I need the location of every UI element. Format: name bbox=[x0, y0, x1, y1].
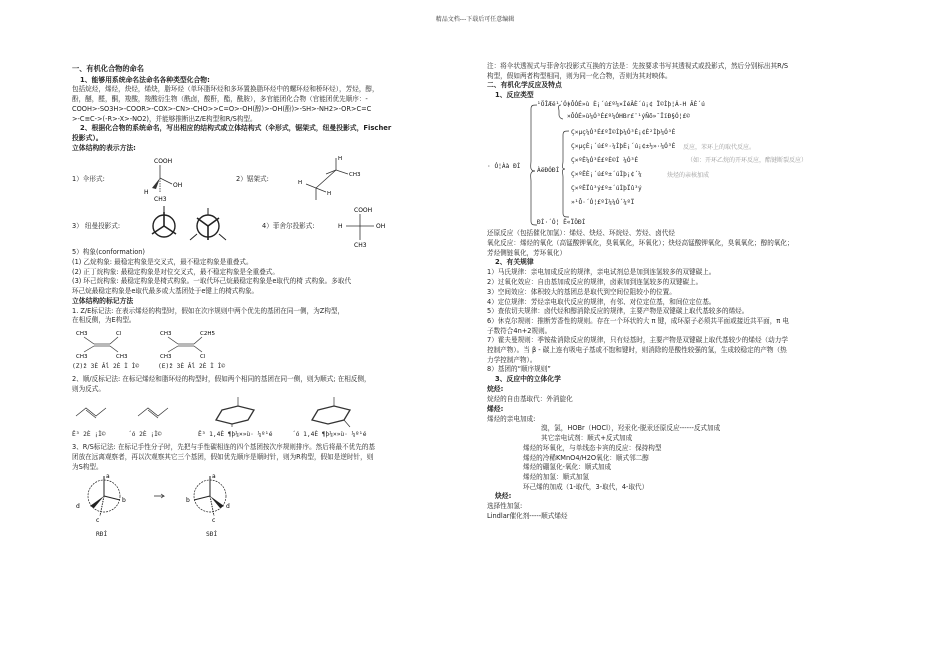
section-1-title: 一、有机化合物的命名 bbox=[72, 64, 144, 73]
tree-mid-item: Ç×ºËÈ¡´ú£º±´úÌþ¡¢´¼ bbox=[571, 171, 642, 179]
tree-top-item: ×ÔÓÉ»ù¼Ó³É£º¼ÓHBr£¨¹ýÑõ»¯ÎïÐ§Ó¦£© bbox=[567, 113, 690, 121]
newman-projection-diagram bbox=[142, 204, 262, 248]
ze-text: 在相反侧，为E构型。 bbox=[72, 316, 136, 325]
alkene-item: 烯烃的硼氢化-氧化：顺式加成 bbox=[523, 463, 612, 472]
rule-item: 力学控制产物）。 bbox=[487, 355, 537, 364]
oxidation-text: 氧化反应：烯烃的氧化（高锰酸钾氧化，臭氧氧化，环氧化）；炔烃高锰酸钾氧化，臭氧氧化；醇的氧化； bbox=[487, 239, 794, 248]
svg-text:a: a bbox=[106, 473, 110, 481]
ch3-text: CH3 bbox=[154, 196, 167, 204]
e-caption: (E)ž 3È Âĺ 2È Ì Ì© bbox=[158, 362, 226, 370]
alkene-item: 其它亲电试剂：顺式+反式加成 bbox=[541, 434, 633, 443]
s1-1-line: 包括烷烃，烯烃，炔烃，烯炔，脂环烃（单环脂环烃和多环置换脂环烃中的螺环烃和桥环烃），芳烃，醇， bbox=[72, 85, 379, 94]
tree-mid-item: Ç×µç¼Ó³É£ºÏ©Ìþ¼Ó³É¡¢È²Ìþ¼Ó³É bbox=[571, 129, 676, 137]
s-caption: SÐÍ bbox=[206, 531, 218, 539]
tree-mid-item: Ç×ºË¼Ó³É£ºÈ©Í ¼Ó³É bbox=[571, 157, 639, 165]
alkyne-title: 炔烃: bbox=[495, 492, 512, 501]
alkyne-item: Lindlar催化剂-----顺式烯烃 bbox=[487, 512, 568, 521]
svg-text:CH3: CH3 bbox=[76, 331, 88, 338]
svg-text:b: b bbox=[122, 497, 126, 505]
rs-text: 3、R/S标记法: 在标记手性分子时，先把与手性碳相连的四个基团按次序规则排序。然后将最不优先的基 bbox=[72, 443, 376, 452]
svg-text:H: H bbox=[338, 223, 343, 231]
rs-captions bbox=[72, 531, 472, 539]
cis-trans-caption: Ë³ 2È ¡Ì© bbox=[72, 431, 106, 439]
svg-text:CH3: CH3 bbox=[76, 354, 88, 361]
svg-text:c: c bbox=[212, 517, 216, 525]
formula-row-1 bbox=[72, 154, 472, 204]
svg-text:CH3: CH3 bbox=[116, 354, 128, 361]
cis-trans-text: 2、顺/反标记法: 在标记烯烃和脂环烃的构型时，假如两个相同的基团在同一侧，则为顺式; 在相反侧， bbox=[72, 374, 371, 383]
svg-text:H: H bbox=[327, 191, 332, 198]
alkene-title: 烯烃: bbox=[487, 404, 504, 413]
svg-text:d: d bbox=[226, 503, 230, 511]
cis-trans-caption: ´ó 2È ¡Ì© bbox=[128, 431, 162, 439]
wedge-label: 1）伞形式: bbox=[72, 174, 105, 183]
svg-text:CH3: CH3 bbox=[160, 354, 172, 361]
h-text: H bbox=[144, 189, 149, 197]
svg-text:COOH: COOH bbox=[354, 207, 373, 215]
rule-item: 1）马氏规律：亲电加成反应的规律，亲电试剂总是加到连氢较多的双键碳上。 bbox=[487, 268, 716, 277]
s1-1-line: 酚，醚，醛，酮，羧酸，羧酸衍生物（酰卤，酸酐，酯，酰胺），多官能团化合物（官能团优先顺序：- bbox=[72, 95, 368, 104]
ze-captions bbox=[72, 363, 472, 371]
cis-trans-text: 则为反式。 bbox=[72, 384, 105, 393]
conformation-item: (1) 乙烷构象: 最稳定构象是交叉式，最不稳定构象是重叠式。 bbox=[72, 257, 253, 266]
ze-text: 1. Z/E标记法: 在表示烯烃的构型时，假如在次序规则中两个优先的基团在同一侧，为Z构型， bbox=[72, 306, 345, 315]
s1-1-line: COOH>-SO3H>-COOR>-COX>-CN>-CHO>>C=O>-OH(醇)>-OH(酚)>-SH>-NH2>-OR>C=C bbox=[72, 104, 372, 113]
tree-node-ionic: ÀëĐÓĐÍ bbox=[537, 167, 560, 175]
svg-text:C2H5: C2H5 bbox=[200, 331, 215, 338]
sawhorse-label: 2）锯架式: bbox=[236, 174, 269, 183]
rule-item: 控制产物）。当 β - 碳上连有吸电子基或不饱和键时，则消除的是酸性较强的氢，生成较稳定的产物（热 bbox=[487, 346, 787, 355]
conformation-item: 环己烷最稳定构象是e取代最多或大基团处于e键上的椅式构象。 bbox=[72, 287, 259, 295]
section-2-title: 二、有机化学反应及特点 bbox=[487, 81, 562, 90]
s1-2-title: 投影式）。 bbox=[72, 134, 103, 143]
note-text: 注：将伞状透视式与菲舍尔投影式互换的方法是：先按要求书写其透视式或投影式，然后分别标出其R/S bbox=[487, 62, 789, 70]
alkene-item: 烯烃的环氧化，与单线态卡宾的反应：保持构型 bbox=[523, 443, 662, 452]
rs-text: 为S构型。 bbox=[72, 462, 103, 471]
cis-trans-caption: Ë³ 1,4È ¶þ¼×»ù· ¼º¹é bbox=[198, 431, 273, 439]
tree-mid-item: Ç×µçÈ¡´ú£º·¼ÌþÈ¡´ú¡¢±½»·¼Ó³É bbox=[571, 143, 676, 151]
page-header: 精品文档---下载后可任意编辑 bbox=[435, 16, 515, 23]
svg-text:CH3: CH3 bbox=[354, 242, 367, 249]
svg-text:Cl: Cl bbox=[116, 331, 122, 338]
svg-text:Cl: Cl bbox=[200, 354, 206, 361]
conformation-item: (3) 环己烷构象: 最稳定构象是椅式构象。一取代环己烷最稳定构象是e取代的椅 式构象。多取代 bbox=[72, 277, 352, 286]
alkane-title: 烷烃: bbox=[487, 385, 504, 394]
alkene-item: 溴，氯，HOBr（HOCl），羟汞化-脱汞还原反应------反式加成 bbox=[541, 424, 721, 433]
tree-root: · Ó¦Àà ĐÍ bbox=[487, 163, 521, 171]
svg-text:CH3: CH3 bbox=[160, 331, 172, 338]
cis-trans-structures-diagram bbox=[72, 394, 472, 428]
z-caption: (Z)ž 3È Âĺ 2È Ì Ì© bbox=[72, 362, 140, 370]
r-caption: RÐÍ bbox=[96, 531, 108, 539]
formula-row-2 bbox=[72, 204, 472, 248]
tree-ghost-text: 反应，苯环上的取代反应。 bbox=[683, 144, 756, 152]
rule-item: 3）空间效应：体积较大的基团总是取代到空间位阻较小的位置。 bbox=[487, 287, 676, 296]
reduction-text: 还原反应（包括催化加氢）：烯烃、炔烃、环烷烃、芳烃、卤代烃 bbox=[487, 229, 675, 238]
rule-item: 7）霍夫曼规则：季铵盐消除反应的规律，只有烃基时，主要产物是双键碳上取代基较少的烯烃（动力学 bbox=[487, 336, 788, 345]
newman-label: 3） 纽曼投影式: bbox=[72, 221, 121, 230]
rule-item: 6）休克尔规则：推断芳香性的规则。存在一个环状的大 π 键，成环原子必须共平面或接近共平面，π 电 bbox=[487, 316, 789, 325]
fischer-projection-diagram bbox=[328, 204, 408, 248]
rs-text: 团放在远离观察者，再以次观察其它三个基团，假如优先顺序是顺时针，则为R构型，假如是逆时针，则 bbox=[72, 452, 374, 461]
svg-text:b: b bbox=[186, 497, 190, 505]
alkane-item: 烷烃的自由基取代：外消旋化 bbox=[487, 395, 573, 404]
reaction-type-tree bbox=[487, 101, 879, 229]
svg-text:c: c bbox=[96, 517, 100, 525]
alkene-item: 烯烃的冷稀KMnO4/H2O氧化：顺式邻二醇 bbox=[523, 453, 649, 462]
tree-top-item: ×ÔÓÉ»ù È¡´ú£º¼×ÍéÂÈ´ú¡¢ Ï©Ìþ¦Á-H ÂÈ´ú bbox=[567, 101, 705, 109]
alkene-item: 环己烯的加成（1-取代，3-取代，4-取代） bbox=[523, 482, 649, 491]
right-column bbox=[487, 62, 879, 522]
conformation-title: 5）构象(conformation) bbox=[72, 248, 146, 257]
s1-2-title: 2、根据化合物的系统命名，写出相应的结构式或立体结构式（伞形式，锯架式，纽曼投影式，Fischer bbox=[80, 124, 392, 133]
rules-title: 2、有关规律 bbox=[495, 258, 534, 267]
tree-ghost-text: （如：开环乙烷的开环反应，酯键断裂反应） bbox=[687, 157, 808, 165]
wedge-formula-diagram bbox=[116, 154, 206, 204]
tree-node-concerted: ĐÍ·´Ó¦ Ë«ÏÖĐÍ bbox=[537, 219, 586, 227]
cis-trans-captions bbox=[72, 431, 472, 439]
rule-item: 5）查依切夫规律：卤代烃和醇消除反应的规律，主要产物是双键碳上取代基较多的烯烃。 bbox=[487, 307, 749, 316]
stereochem-title: 3、反应中的立体化学 bbox=[495, 375, 561, 384]
alkyne-item: 选择性加氢: bbox=[487, 502, 523, 511]
svg-text:CH3: CH3 bbox=[349, 172, 361, 179]
svg-text:a: a bbox=[212, 473, 216, 481]
reaction-type-title: 1、反应类型 bbox=[495, 91, 534, 100]
alkene-item: 烯烃的亲电加成: bbox=[487, 414, 536, 423]
ze-structures-diagram bbox=[72, 326, 322, 360]
cis-trans-caption: ´ó 1,4È ¶þ¼×»ù· ¼º¹é bbox=[292, 431, 367, 439]
oh-text: OH bbox=[173, 182, 183, 190]
tree-ghost-text: 炔烃的亲核加成 bbox=[667, 172, 710, 180]
tree-top-node: ¹ÖÎÆë¹´Ó¦ bbox=[537, 101, 571, 109]
svg-text:H: H bbox=[338, 156, 343, 163]
rule-item: 子数符合4n+2规则。 bbox=[487, 326, 552, 335]
conformation-item: (2) 正丁烷构象: 最稳定构象是对位交叉式，最不稳定构象是全重叠式。 bbox=[72, 267, 279, 276]
s1-1-line: >-C≡C->(-R>-X>-NO2)，并能够推断出Z/E构型和R/S构型。 bbox=[72, 114, 257, 123]
rule-item: 8）基团的“顺序规则” bbox=[487, 365, 551, 374]
tree-mid-item: »¹Ô·´Ó¦£ºÌ¼¼Ó´¼ºÏ bbox=[571, 199, 635, 207]
alkene-item: 烯烃的加氢：顺式加氢 bbox=[523, 472, 589, 481]
oxidation-text: 芳烃侧链氧化，芳环氧化） bbox=[487, 248, 567, 257]
svg-text:H: H bbox=[298, 180, 303, 187]
stereo-title: 立体结构的表示方法: bbox=[72, 144, 136, 153]
rs-diagram bbox=[72, 472, 272, 528]
cooh-text: COOH bbox=[154, 158, 173, 166]
tree-mid-item: Ç×ºËÏû³ý£º±´úÌþÏû³ý bbox=[571, 185, 642, 193]
svg-text:d: d bbox=[76, 503, 80, 511]
fischer-label: 4）菲舍尔投影式: bbox=[262, 221, 315, 230]
svg-text:OH: OH bbox=[376, 223, 386, 231]
sawhorse-diagram bbox=[296, 154, 366, 204]
marking-title: 立体结构的标记方法 bbox=[72, 296, 134, 305]
rule-item: 2）过氧化效应：自由基加成反应的规律，卤素加到连氢较多的双键碳上。 bbox=[487, 278, 703, 287]
rule-item: 4）定位规律：芳烃亲电取代反应的规律，有邻、对位定位基，和间位定位基。 bbox=[487, 297, 716, 306]
left-column bbox=[72, 62, 472, 539]
note-text: 构型，假如两者构型相同，则为同一化合物，否则为其对映体。 bbox=[487, 71, 672, 80]
s1-1-title: 1、能够用系统命名法命名各种类型化合物: bbox=[80, 75, 210, 84]
